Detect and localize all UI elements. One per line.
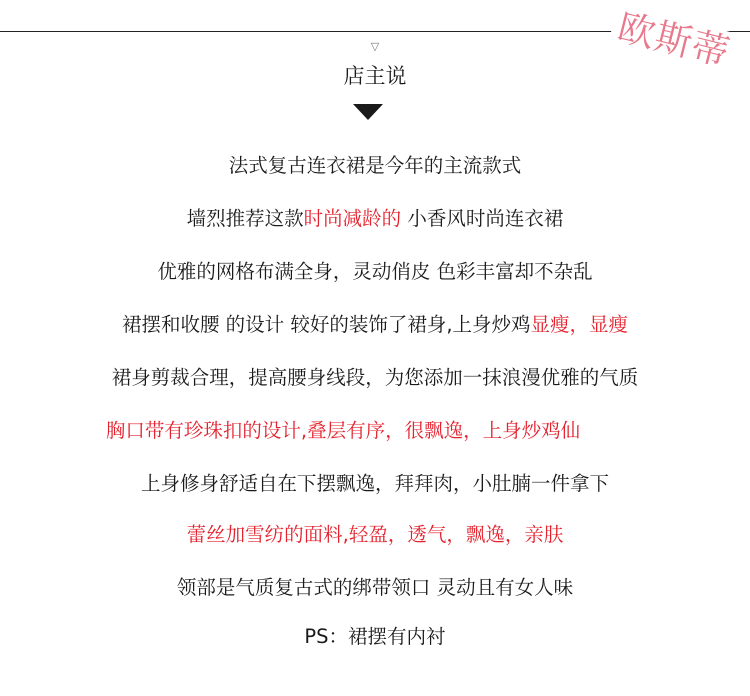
description-line-3: 优雅的网格布满全身，灵动俏皮 色彩丰富却不杂乱 <box>157 260 593 283</box>
description-line-4 <box>0 310 750 340</box>
description-line-9: 领部是气质复古式的绑带领口 灵动且有女人味 <box>176 576 574 599</box>
description-line-4-text: 裙摆和收腰 的设计 较好的装饰了裙身,上身炒鸡 <box>121 313 531 336</box>
description-line-7: 上身修身舒适自在下摆飘逸，拜拜肉，小肚腩一件拿下 <box>140 472 609 495</box>
description-line-2-highlight: 时尚减龄的 <box>303 207 402 230</box>
description-line-2-text: 墙烈推荐这款 <box>186 207 304 230</box>
description-line-6: 胸口带有珍珠扣的设计,叠层有序，很飘逸，上身炒鸡仙 <box>105 419 581 442</box>
brand-logo: 欧斯蒂 <box>607 4 740 77</box>
section-title: 店主说 <box>343 64 407 88</box>
down-triangle-solid-icon <box>353 104 383 120</box>
description-line-8: 蕾丝加雪纺的面料,轻盈，透气，飘逸，亲肤 <box>186 523 564 546</box>
description-line-1: 法式复古连衣裙是今年的主流款式 <box>228 154 522 177</box>
down-triangle-outline-icon: ▽ <box>370 40 380 53</box>
description-line-2-tail: 小香风时尚连衣裙 <box>407 207 564 230</box>
description-line-10: PS：裙摆有内衬 <box>304 625 446 648</box>
description-line-4-highlight: 显瘦，显瘦 <box>530 313 629 336</box>
description-line-2 <box>0 204 750 234</box>
description-line-5: 裙身剪裁合理，提高腰身线段，为您添加一抹浪漫优雅的气质 <box>111 366 639 389</box>
